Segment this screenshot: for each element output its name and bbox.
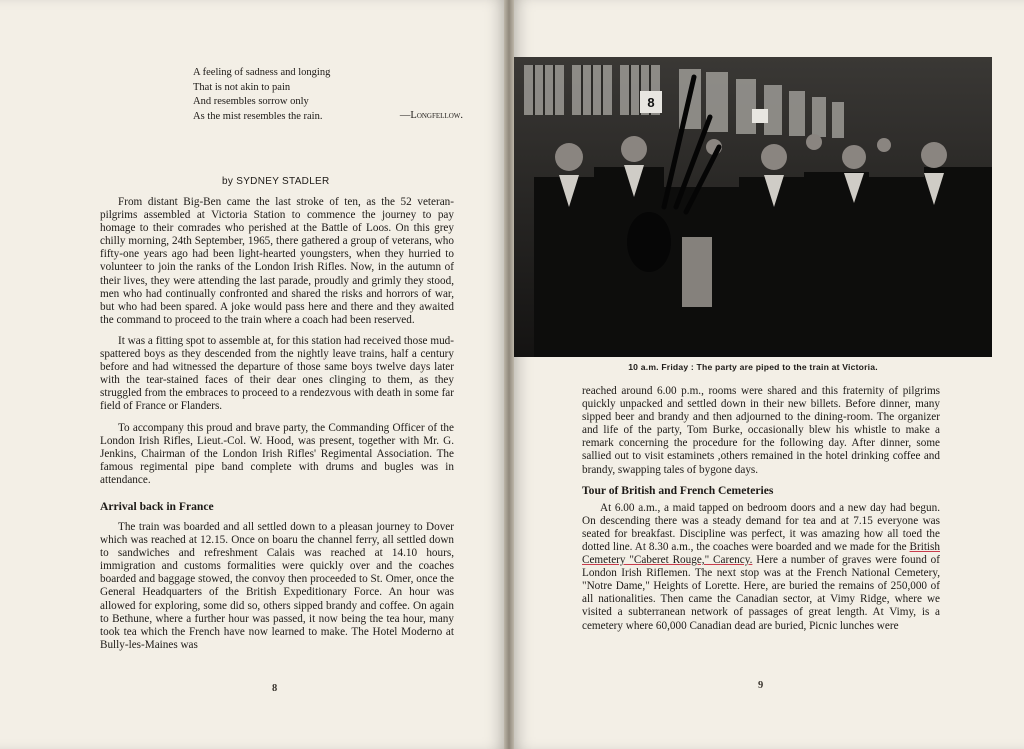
body-paragraph: The train was boarded and all settled down to a pleasan journey to Dover which was reached at 12.15. Once on boaru the channel ferry, all settled down to sandwiches and refreshment Calais was reached at 14.10 hours, immigration and customs formalities were quickly over and the coaches boarded and baggage stowed, the convoy then proceeded to St. Omer, once the General Headquarters of the British Expeditionary Force. An hour was allowed for exploring, some did so, others sipped brandy and coffee. On again to Bethune, where a further hour was passed, it now being the tea hour, many took tea which the French have now learned to make. The Hotel Moderno at Bully-les-Maines was [100, 520, 454, 651]
poem-line: A feeling of sadness and longing [193, 67, 331, 78]
left-text-column [100, 196, 454, 652]
author-byline: by SYDNEY STADLER [222, 176, 330, 187]
underlined-text: British Cemetery "Caberet Rouge," Carency. [582, 540, 940, 567]
body-paragraph [582, 502, 940, 633]
body-paragraph: From distant Big-Ben came the last stroke of ten, as the 52 veteran-pilgrims assembled at Victoria Station to commence the journey to pay homage to their comrades who perished at the Battle of Loos. On this grey chilly morning, 24th September, 1965, there gathered a group of veterans, who fifty-one years ago had been light-hearted youngsters, when they hurried to volunteer to join the ranks of the London Irish Rifles. Now, in the autumn of their lives, they were attending the last parade, proudly and grimly they stood, men who had continually confronted and shared the risks and horrors of war, but who had been spared. A joke would pass here and there and they awaited the command to proceed to the train where a coach had been reserved. [100, 196, 454, 326]
body-paragraph: It was a fitting spot to assemble at, for this station had received those mud-spattered boys as they descended from the nightly leave trains, half a century before and had witnessed the departure of those same boys twelve days later with the tear-stained faces of their dear ones clinging to them, as they struggled from the embraces to proceed to a rendezvous with death in some far field of France or Flanders. [100, 334, 454, 413]
body-paragraph: reached around 6.00 p.m., rooms were shared and this fraternity of pilgrims quickly unpacked and settled down in their new billets. Before dinner, many sipped beer and brandy and then adjourned to the dining-room. The organizer and life of the party, Tom Burke, occasionally blew his whistle to make a remark concerning the procedure for the following day. After dinner, some sallied out to visit estaminets ,others remained in the hotel drinking coffee and brandy, swapping tales of bygone days. [582, 385, 940, 476]
body-paragraph: To accompany this proud and brave party, the Commanding Officer of the London Irish Rifles, Lieut.-Col. W. Hood, was present, together with Mr. G. Jenkins, Chairman of the London Irish Rifles' Regimental Association. The famous regimental pipe band complete with drums and bugles was in attendance. [100, 421, 454, 486]
right-text-column [582, 385, 940, 633]
page-number: 9 [758, 680, 764, 691]
photo-of-pipers-at-station [514, 57, 992, 357]
section-heading: Tour of British and French Cemeteries [582, 483, 774, 497]
book-gutter [504, 0, 514, 749]
poem-line: As the mist resembles the rain. [193, 110, 323, 122]
epigraph-poem [193, 66, 463, 124]
poem-line: That is not akin to pain [193, 81, 291, 93]
poem-attribution: —Longfellow. [399, 110, 463, 121]
poem-line: And resembles sorrow only [193, 96, 309, 108]
text-run: At 6.00 a.m., a maid tapped on bedroom doors and a new day had begun. On descending there was a steady demand for tea and at 7.15 everyone was seated for breakfast. Discipline was perfect, it was amazing how all toed the dotted line. At 8.30 a.m., the coaches were boarded and we made for the [582, 501, 940, 553]
section-heading: Arrival back in France [100, 499, 214, 513]
page-number: 8 [272, 683, 278, 694]
station-photograph [514, 57, 992, 357]
photo-caption: 10 a.m. Friday : The party are piped to the train at Victoria. [628, 362, 878, 372]
platform-sign-number: 8 [647, 95, 655, 110]
left-page [0, 0, 508, 749]
text-run: Here a number of graves were found of London Irish Riflemen. The next stop was at the French National Cemetery, "Notre Dame," Heights of Lorette. Here, are buried the remains of 250,000 of all nationalities. Then came the Canadian sector, at Vimy Ridge, where we visited a subterranean network of passages of great length. At Vimy, is a cemetery where 60,000 Canadian dead are buried, Picnic lunches were [582, 554, 940, 632]
